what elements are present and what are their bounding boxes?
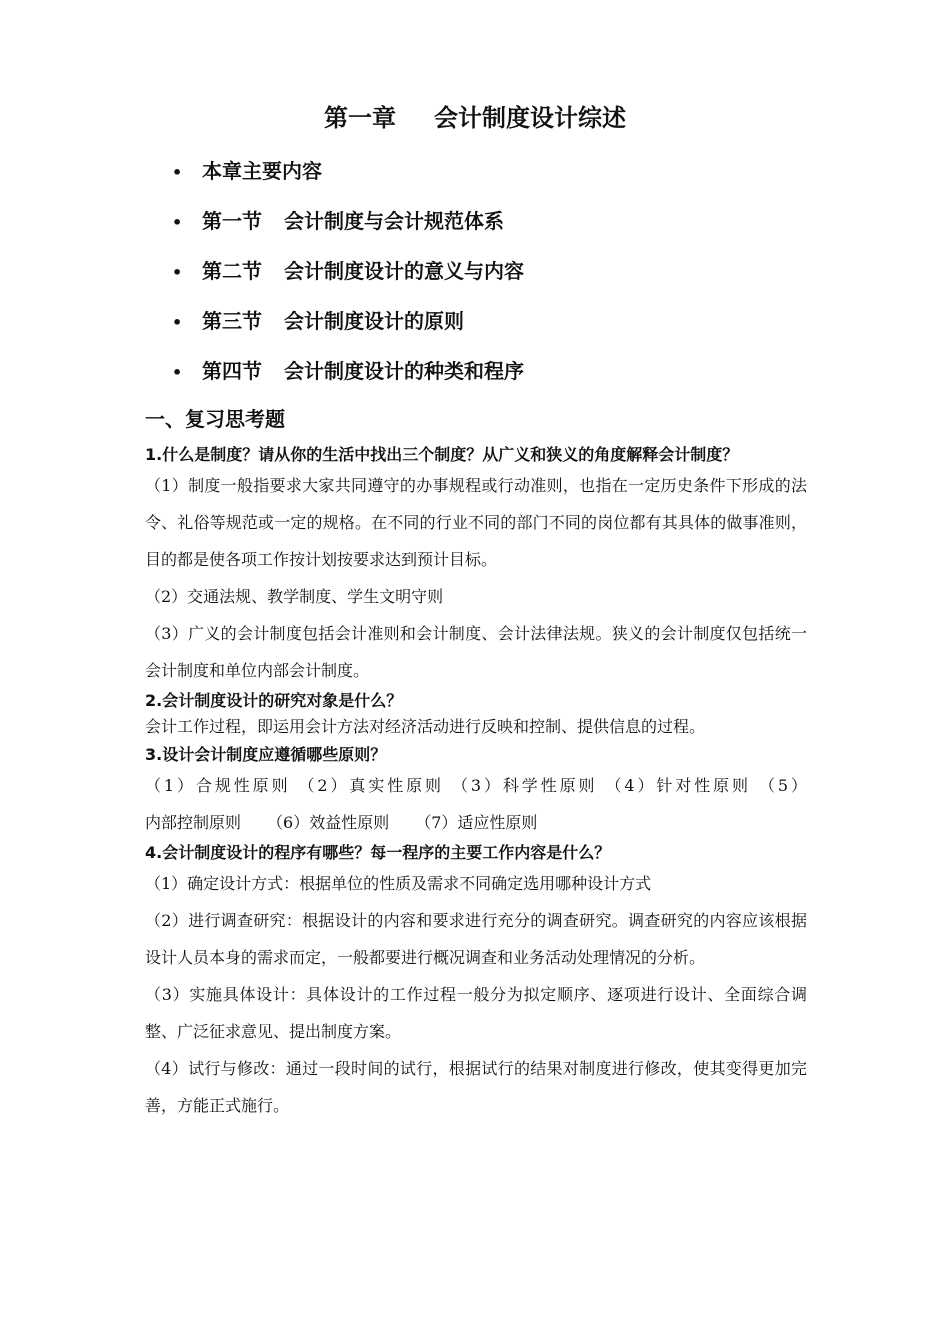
outline-item: [172, 352, 524, 402]
outline-section: 第一节: [202, 209, 262, 233]
principle-7: （7）适应性原则: [415, 813, 538, 832]
chapter-number: 第一章: [324, 104, 396, 132]
outline-item: [172, 252, 524, 302]
chapter-outline: [172, 152, 524, 402]
answer-2: 会计工作过程，即运用会计方法对经济活动进行反映和控制、提供信息的过程。: [145, 717, 706, 736]
outline-section: 第三节: [202, 309, 262, 333]
outline-item: [172, 302, 524, 352]
principle-4: （4）针对性原则: [605, 776, 751, 795]
outline-item: [172, 202, 524, 252]
outline-section: 本章主要内容: [202, 159, 322, 183]
bullet-icon: •: [172, 213, 183, 232]
outline-topic: 会计制度设计的种类和程序: [284, 359, 524, 383]
answer-4-part-3: （3）实施具体设计：具体设计的工作过程一般分为拟定顺序、逐项进行设计、全面综合调整、广泛征求意见、提出制度方案。: [145, 985, 807, 1041]
principles-line-2: [145, 804, 807, 841]
outline-section: 第四节: [202, 359, 262, 383]
section-heading: 一、复习思考题: [145, 407, 285, 431]
chapter-name: 会计制度设计综述: [434, 104, 626, 132]
principle-6: （6）效益性原则: [267, 813, 390, 832]
answer-1-part-2: （2）交通法规、教学制度、学生文明守则: [145, 587, 444, 606]
outline-topic: 会计制度设计的原则: [284, 309, 464, 333]
outline-item: [172, 152, 524, 202]
bullet-icon: •: [172, 163, 183, 182]
outline-topic: 会计制度设计的意义与内容: [284, 259, 524, 283]
answer-1-part-3: （3）广义的会计制度包括会计准则和会计制度、会计法律法规。狭义的会计制度仅包括统一会计制度和单位内部会计制度。: [145, 624, 807, 680]
chapter-title: [0, 100, 950, 136]
review-section: [145, 403, 807, 1124]
question-3: 3.设计会计制度应遵循哪些原则？: [145, 745, 387, 764]
principle-5-number: （5）: [758, 776, 807, 795]
bullet-icon: •: [172, 313, 183, 332]
principle-3: （3）科学性原则: [451, 776, 598, 795]
principles-line-1: [145, 767, 807, 804]
bullet-icon: •: [172, 363, 183, 382]
question-4: 4.会计制度设计的程序有哪些？每一程序的主要工作内容是什么？: [145, 843, 611, 862]
question-2: 2.会计制度设计的研究对象是什么？: [145, 691, 403, 710]
principle-5-text: 内部控制原则: [145, 813, 242, 832]
answer-4-part-4: （4）试行与修改：通过一段时间的试行，根据试行的结果对制度进行修改，使其变得更加完善，方能正式施行。: [145, 1059, 807, 1115]
question-1: 1.什么是制度？请从你的生活中找出三个制度？从广义和狭义的角度解释会计制度？: [145, 445, 739, 464]
answer-4-part-2: （2）进行调查研究：根据设计的内容和要求进行充分的调查研究。调查研究的内容应该根据设计人员本身的需求而定，一般都要进行概况调查和业务活动处理情况的分析。: [145, 911, 807, 967]
bullet-icon: •: [172, 263, 183, 282]
outline-section: 第二节: [202, 259, 262, 283]
outline-topic: 会计制度与会计规范体系: [284, 209, 504, 233]
answer-4-part-1: （1）确定设计方式：根据单位的性质及需求不同确定选用哪种设计方式: [145, 874, 652, 893]
principle-2: （2）真实性原则: [298, 776, 444, 795]
answer-1-part-1: （1）制度一般指要求大家共同遵守的办事规程或行动准则，也指在一定历史条件下形成的法令、礼俗等规范或一定的规格。在不同的行业不同的部门不同的岗位都有其具体的做事准则，目的都是使各项工作按计划按要求达到预计目标。: [145, 476, 807, 569]
principle-1: （1）合规性原则: [145, 776, 291, 795]
